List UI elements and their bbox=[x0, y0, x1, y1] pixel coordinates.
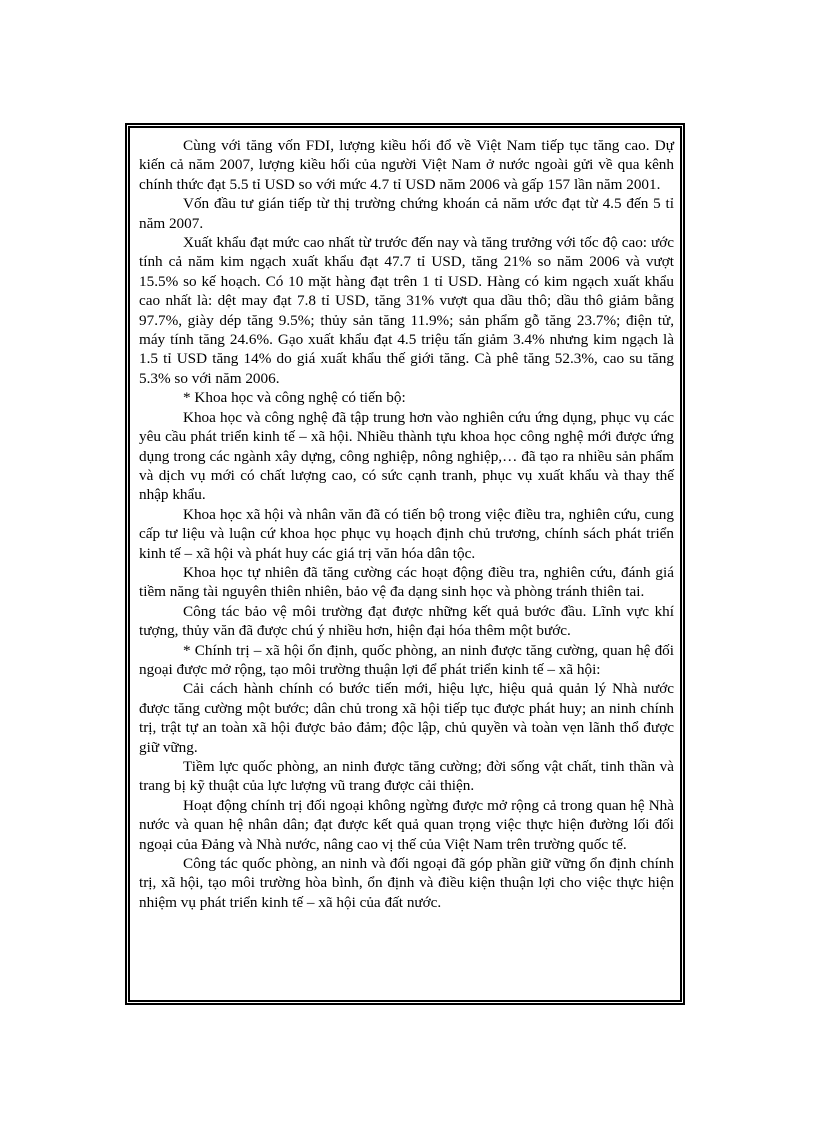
paragraph-remittances: Cùng với tăng vốn FDI, lượng kiều hối đổ về Việt Nam tiếp tục tăng cao. Dự kiến cả năm 2007, lượng kiều hối của người Việt Nam ở nước ngoài gửi về qua kênh chính thức đạt 5.5 tỉ USD so với mức 4.7 tỉ USD năm 2006 và gấp 157 lần năm 2001. bbox=[139, 137, 674, 193]
paragraph-administrative-reform: Cải cách hành chính có bước tiến mới, hiệu lực, hiệu quả quản lý Nhà nước được tăng cường một bước; dân chủ trong xã hội tiếp tục được phát huy; an ninh chính trị, trật tự an toàn xã hội được bảo đảm; độc lập, chủ quyền và toàn vẹn lãnh thổ được giữ vững. bbox=[139, 680, 674, 756]
paragraph-environment: Công tác bảo vệ môi trường đạt được những kết quả bước đầu. Lĩnh vực khí tượng, thủy văn đã được chú ý nhiều hơn, hiện đại hóa thêm một bước. bbox=[139, 602, 674, 640]
paragraph-exports: Xuất khẩu đạt mức cao nhất từ trước đến nay và tăng trưởng với tốc độ cao: ước tính cả năm kim ngạch xuất khẩu đạt 47.7 tỉ USD, tăng 21% so năm 2006 và vượt 15.5% so kế hoạch. Có 10 mặt hàng đạt trên 1 tỉ USD. Hàng có kim ngạch xuất khẩu cao nhất là: dệt may đạt 7.8 tỉ USD, tăng 31% vượt qua dầu thô; dầu thô giảm bằng 97.7%, giày dép tăng 9.5%; thủy sản tăng 11.9%; sản phẩm gỗ tăng 23.7%; điện tử, máy tính tăng 24.6%. Gạo xuất khẩu đạt 4.5 triệu tấn giảm 3.4% nhưng kim ngạch là 1.5 tỉ USD tăng 14% do giá xuất khẩu thế giới tăng. Cà phê tăng 52.3%, cao su tăng 5.3% so với năm 2006. bbox=[139, 234, 674, 387]
paragraph-natural-sciences: Khoa học tự nhiên đã tăng cường các hoạt động điều tra, nghiên cứu, đánh giá tiềm năng tài nguyên thiên nhiên, bảo vệ đa dạng sinh học và phòng tránh thiên tai. bbox=[139, 563, 674, 601]
heading-science-technology: * Khoa học và công nghệ có tiến bộ: bbox=[183, 389, 406, 407]
paragraph-social-sciences: Khoa học xã hội và nhân văn đã có tiến bộ trong việc điều tra, nghiên cứu, cung cấp tư liệu và luận cứ khoa học phục vụ hoạch định chủ trương, chính sách phát triển kinh tế – xã hội và phát huy các giá trị văn hóa dân tộc. bbox=[139, 505, 674, 562]
paragraph-conclusion: Công tác quốc phòng, an ninh và đối ngoại đã góp phần giữ vững ổn định chính trị, xã hội, tạo môi trường hòa bình, ổn định và điều kiện thuận lợi cho việc thực hiện nhiệm vụ phát triển kinh tế – xã hội của đất nước. bbox=[139, 855, 674, 911]
paragraph-defense-potential: Tiềm lực quốc phòng, an ninh được tăng cường; đời sống vật chất, tinh thần và trang bị kỹ thuật của lực lượng vũ trang được cải thiện. bbox=[139, 758, 674, 795]
paragraph-applied-research: Khoa học và công nghệ đã tập trung hơn vào nghiên cứu ứng dụng, phục vụ các yêu cầu phát triển kinh tế – xã hội. Nhiều thành tựu khoa học công nghệ mới được ứng dụng trong các ngành xây dựng, công nghiệp, nông nghiệp,… đã tạo ra nhiều sản phẩm và dịch vụ mới có chất lượng cao, có sức cạnh tranh, phục vụ xuất khẩu và thay thế nhập khẩu. bbox=[139, 408, 674, 504]
page-border-frame bbox=[125, 123, 685, 1005]
document-body bbox=[139, 136, 674, 912]
paragraph-indirect-investment: Vốn đầu tư gián tiếp từ thị trường chứng khoán cả năm ước đạt từ 4.5 đến 5 tỉ năm 2007. bbox=[139, 195, 674, 232]
heading-politics-security: * Chính trị – xã hội ổn định, quốc phòng, an ninh được tăng cường, quan hệ đối ngoại được mở rộng, tạo môi trường thuận lợi để phát triển kinh tế – xã hội: bbox=[139, 641, 674, 678]
paragraph-foreign-affairs: Hoạt động chính trị đối ngoại không ngừng được mở rộng cả trong quan hệ Nhà nước và quan hệ nhân dân; đạt được kết quả quan trọng việc thực hiện đường lối đối ngoại của Đảng và Nhà nước, nâng cao vị thế của Việt Nam trên trường quốc tế. bbox=[139, 796, 674, 853]
